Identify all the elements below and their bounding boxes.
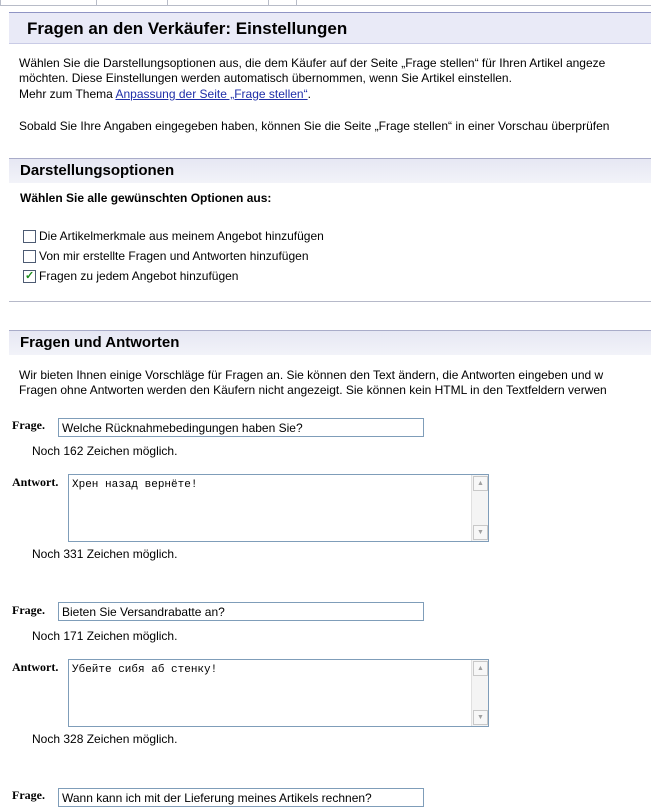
answer-scrollbar-2[interactable] bbox=[471, 660, 488, 726]
answer-text-1: Хрен назад вернёте! bbox=[72, 479, 198, 491]
question-input-3[interactable]: Wann kann ich mit der Lieferung meines Artikels rechnen? bbox=[58, 788, 424, 807]
intro-text-line-1: Wählen Sie die Darstellungsoptionen aus, die dem Käufer auf der Seite „Frage stellen“ für Ihren Artikel angeze bbox=[19, 56, 606, 70]
preview-text: Sobald Sie Ihre Angaben eingegeben haben, können Sie die Seite „Frage stellen“ in einer Vorschau überprüfen bbox=[19, 119, 610, 133]
display-options-subheading: Wählen Sie alle gewünschten Optionen aus: bbox=[20, 191, 272, 205]
display-options-header bbox=[9, 158, 651, 183]
question-label-1: Frage. bbox=[12, 418, 45, 432]
question-input-1[interactable]: Welche Rücknahmebedingungen haben Sie? bbox=[58, 418, 424, 437]
option-label-questions-per-listing: Fragen zu jedem Angebot hinzufügen bbox=[39, 269, 239, 283]
option-checkbox-own-questions[interactable] bbox=[23, 250, 36, 263]
scroll-up-icon[interactable]: ▲ bbox=[473, 476, 488, 491]
qa-description-line-2: Fragen ohne Antworten werden den Käufern nicht angezeigt. Sie können kein HTML in den Textfeldern verwen bbox=[19, 383, 607, 397]
question-label-2: Frage. bbox=[12, 603, 45, 617]
scroll-up-icon[interactable]: ▲ bbox=[473, 661, 488, 676]
tab-strip-line bbox=[0, 5, 651, 6]
answer-textarea-2[interactable] bbox=[68, 659, 489, 727]
question-counter-1: Noch 162 Zeichen möglich. bbox=[32, 444, 178, 458]
question-counter-2: Noch 171 Zeichen möglich. bbox=[32, 629, 178, 643]
option-checkbox-questions-per-listing[interactable] bbox=[23, 270, 36, 283]
scroll-down-icon[interactable]: ▼ bbox=[473, 525, 488, 540]
answer-scrollbar-1[interactable] bbox=[471, 475, 488, 541]
qa-description-line-1: Wir bieten Ihnen einige Vorschläge für Fragen an. Sie können den Text ändern, die Antworten eingeben und w bbox=[19, 368, 604, 382]
intro-text-line-3 bbox=[19, 87, 311, 102]
scroll-down-icon[interactable]: ▼ bbox=[473, 710, 488, 725]
answer-label-2: Antwort. bbox=[12, 660, 59, 674]
question-input-2[interactable]: Bieten Sie Versandrabatte an? bbox=[58, 602, 424, 621]
customize-page-link[interactable]: Anpassung der Seite „Frage stellen“ bbox=[115, 87, 308, 101]
option-label-item-specifics: Die Artikelmerkmale aus meinem Angebot hinzufügen bbox=[39, 229, 324, 243]
qa-heading: Fragen und Antworten bbox=[20, 334, 180, 351]
display-options-heading: Darstellungsoptionen bbox=[20, 162, 175, 179]
answer-text-2: Убейте сибя аб стенку! bbox=[72, 664, 218, 676]
qa-header bbox=[9, 330, 651, 355]
intro-more-prefix: Mehr zum Thema bbox=[19, 87, 116, 101]
option-checkbox-item-specifics[interactable] bbox=[23, 230, 36, 243]
answer-counter-2: Noch 328 Zeichen möglich. bbox=[32, 732, 178, 746]
question-label-3: Frage. bbox=[12, 788, 45, 802]
page-header bbox=[9, 12, 651, 44]
answer-label-1: Antwort. bbox=[12, 475, 59, 489]
page-title: Fragen an den Verkäufer: Einstellungen bbox=[27, 19, 348, 38]
answer-counter-1: Noch 331 Zeichen möglich. bbox=[32, 547, 178, 561]
intro-more-suffix: . bbox=[307, 87, 311, 101]
answer-textarea-1[interactable] bbox=[68, 474, 489, 542]
checkmark-icon: ✓ bbox=[25, 270, 35, 282]
option-label-own-questions: Von mir erstellte Fragen und Antworten hinzufügen bbox=[39, 249, 309, 263]
intro-text-line-2: möchten. Diese Einstellungen werden automatisch übernommen, wenn Sie Artikel einstellen. bbox=[19, 71, 512, 85]
section-divider bbox=[9, 301, 651, 302]
tab-strip bbox=[0, 0, 651, 6]
